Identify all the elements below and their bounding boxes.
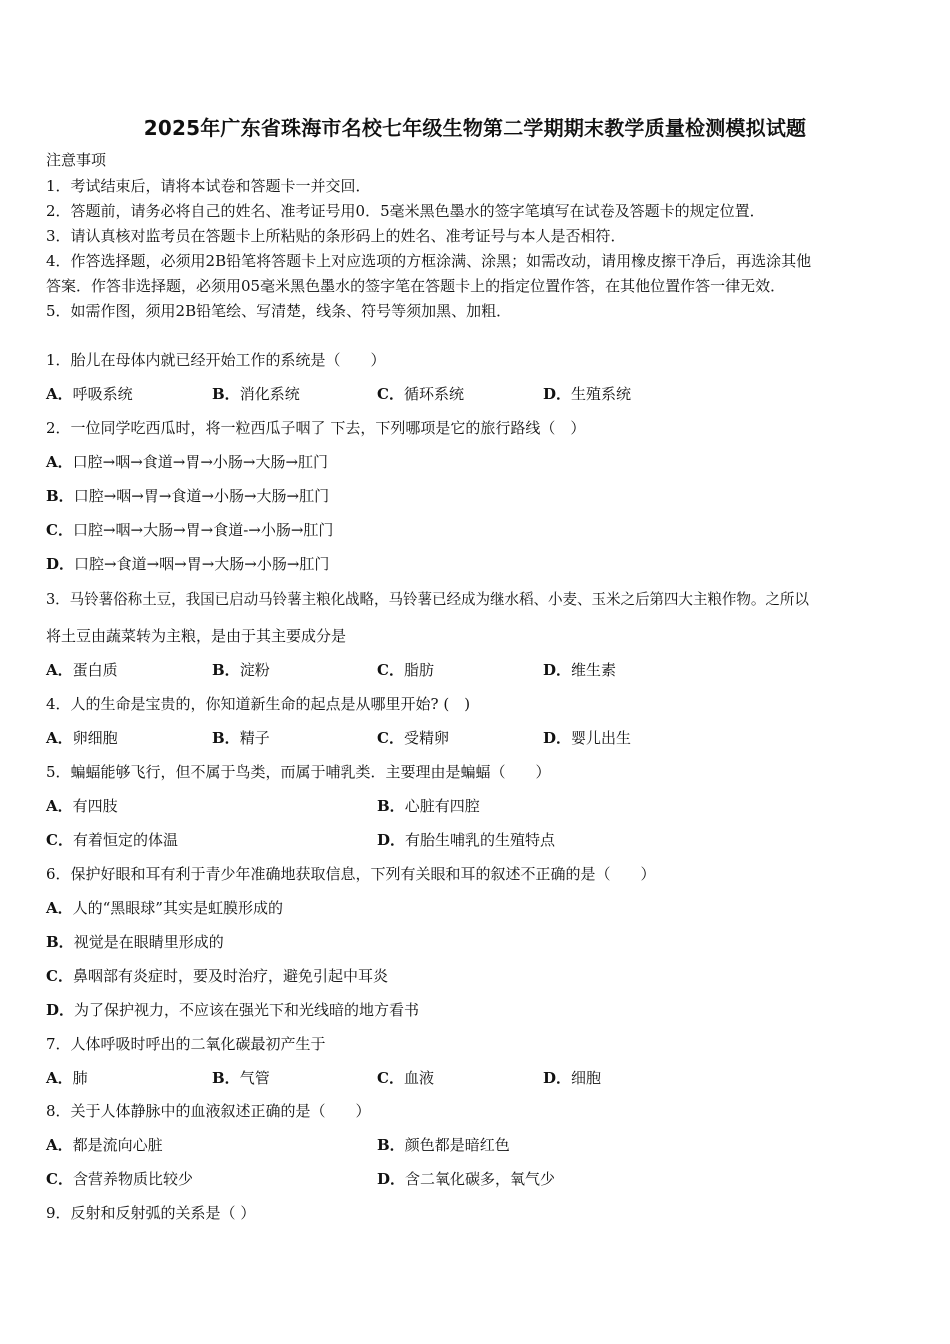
option-text: 细胞	[571, 1069, 602, 1087]
question-stem-7: 7．人体呼吸时呼出的二氧化碳最初产生于	[46, 1035, 326, 1053]
question-stem-3-cont: 将土豆由蔬菜转为主粮，是由于其主要成分是	[46, 627, 347, 645]
option-text: 消化系统	[239, 385, 300, 403]
option-letter: B．	[46, 487, 74, 505]
question-stem-9: 9．反射和反射弧的关系是（ ）	[46, 1204, 256, 1222]
question-stem-8: 8．关于人体静脉中的血液叙述正确的是（ ）	[46, 1102, 371, 1120]
option-a	[46, 1068, 88, 1088]
option-text: 呼吸系统	[72, 385, 133, 403]
question-stem-5: 5．蝙蝠能够飞行，但不属于鸟类，而属于哺乳类．主要理由是蝙蝠（ ）	[46, 763, 551, 781]
option-b	[377, 796, 480, 816]
question-stem-1: 1．胎儿在母体内就已经开始工作的系统是（ ）	[46, 351, 386, 369]
option-letter: D．	[543, 661, 572, 679]
option-letter: C．	[377, 385, 404, 403]
option-letter: D．	[377, 1170, 406, 1188]
notice-item: 答案．作答非选择题，必须用05毫米黑色墨水的签字笔在答题卡上的指定位置作答，在其他位置作答一律无效．	[46, 277, 786, 295]
option-b	[46, 932, 224, 952]
option-text: 淀粉	[239, 661, 270, 679]
option-c	[46, 830, 178, 850]
option-d	[46, 554, 329, 574]
option-letter: A．	[46, 453, 73, 471]
option-text: 脂肪	[403, 661, 434, 679]
notice-heading: 注意事项	[46, 151, 107, 169]
option-letter: A．	[46, 385, 73, 403]
option-b	[212, 728, 270, 748]
option-text: 有着恒定的体温	[72, 831, 178, 849]
option-text: 视觉是在眼睛里形成的	[73, 933, 224, 951]
option-letter: B．	[212, 1069, 240, 1087]
option-letter: D．	[377, 831, 406, 849]
option-c	[377, 660, 434, 680]
option-letter: A．	[46, 1136, 73, 1154]
option-a	[46, 796, 118, 816]
option-d	[377, 1169, 555, 1189]
option-a	[46, 1135, 163, 1155]
option-text: 口腔→咽→胃→食道→小肠→大肠→肛门	[73, 487, 330, 505]
option-d	[46, 1000, 419, 1020]
option-b	[46, 486, 329, 506]
option-text: 循环系统	[403, 385, 464, 403]
option-letter: D．	[46, 1001, 75, 1019]
option-c	[377, 1068, 434, 1088]
option-text: 有四肢	[72, 797, 118, 815]
question-stem-4: 4．人的生命是宝贵的，你知道新生命的起点是从哪里开始? ( )	[46, 695, 471, 713]
option-letter: B．	[46, 933, 74, 951]
option-letter: C．	[377, 729, 404, 747]
option-d	[377, 830, 555, 850]
option-text: 含营养物质比较少	[72, 1170, 193, 1188]
option-c	[377, 384, 464, 404]
option-text: 肺	[72, 1069, 88, 1087]
option-letter: B．	[212, 385, 240, 403]
option-text: 气管	[239, 1069, 270, 1087]
option-letter: D．	[543, 1069, 572, 1087]
notice-item: 5．如需作图，须用2B铅笔绘、写清楚，线条、符号等须加黑、加粗．	[46, 302, 512, 320]
option-text: 卵细胞	[72, 729, 118, 747]
option-text: 有胎生哺乳的生殖特点	[405, 831, 556, 849]
option-text: 口腔→咽→大肠→胃→食道-→小肠→肛门	[72, 521, 334, 539]
option-b	[212, 660, 270, 680]
option-d	[543, 728, 631, 748]
option-letter: C．	[46, 521, 73, 539]
option-text: 都是流向心脏	[72, 1136, 163, 1154]
option-a	[46, 660, 118, 680]
option-text: 维生素	[571, 661, 617, 679]
option-letter: B．	[212, 729, 240, 747]
option-b	[377, 1135, 510, 1155]
notice-item: 4．作答选择题，必须用2B铅笔将答题卡上对应选项的方框涂满、涂黑；如需改动，请用橡皮擦干净后，再选涂其他	[46, 252, 812, 270]
option-text: 口腔→食道→咽→胃→大肠→小肠→肛门	[74, 555, 330, 573]
option-text: 精子	[239, 729, 270, 747]
option-c	[46, 966, 388, 986]
page-title: 2025年广东省珠海市名校七年级生物第二学期期末教学质量检测模拟试题	[143, 116, 807, 140]
option-letter: C．	[377, 661, 404, 679]
option-letter: B．	[377, 1136, 405, 1154]
option-letter: A．	[46, 899, 73, 917]
option-text: 婴儿出生	[571, 729, 632, 747]
option-text: 颜色都是暗红色	[404, 1136, 510, 1154]
option-a	[46, 728, 118, 748]
option-letter: A．	[46, 1069, 73, 1087]
option-text: 血液	[403, 1069, 434, 1087]
option-letter: A．	[46, 729, 73, 747]
option-text: 人的“黑眼球”其实是虹膜形成的	[72, 899, 283, 917]
option-d	[543, 660, 616, 680]
option-text: 生殖系统	[571, 385, 632, 403]
notice-item: 1．考试结束后，请将本试卷和答题卡一并交回．	[46, 177, 371, 195]
notice-item: 2．答题前，请务必将自己的姓名、准考证号用0．5毫米黑色墨水的签字笔填写在试卷及答题卡的规定位置．	[46, 202, 765, 220]
notice-item: 3．请认真核对监考员在答题卡上所粘贴的条形码上的姓名、准考证号与本人是否相符．	[46, 227, 626, 245]
option-letter: B．	[377, 797, 405, 815]
option-c	[46, 520, 333, 540]
option-text: 口腔→咽→食道→胃→小肠→大肠→肛门	[72, 453, 329, 471]
question-stem-6: 6．保护好眼和耳有利于青少年准确地获取信息，下列有关眼和耳的叙述不正确的是（ ）	[46, 865, 656, 883]
option-letter: C．	[46, 967, 73, 985]
option-text: 蛋白质	[72, 661, 118, 679]
option-text: 鼻咽部有炎症时，要及时治疗，避免引起中耳炎	[72, 967, 388, 985]
option-text: 受精卵	[403, 729, 449, 747]
question-stem-3: 3．马铃薯俗称土豆，我国已启动马铃薯主粮化战略，马铃薯已经成为继水稻、小麦、玉米之后第四大主粮作物。之所以	[46, 591, 809, 608]
option-letter: D．	[543, 729, 572, 747]
option-letter: A．	[46, 661, 73, 679]
option-text: 心脏有四腔	[404, 797, 480, 815]
option-d	[543, 1068, 601, 1088]
option-d	[543, 384, 631, 404]
option-letter: B．	[212, 661, 240, 679]
option-text: 为了保护视力，不应该在强光下和光线暗的地方看书	[74, 1001, 420, 1019]
option-letter: C．	[46, 1170, 73, 1188]
option-b	[212, 384, 300, 404]
option-letter: D．	[543, 385, 572, 403]
option-c	[377, 728, 449, 748]
option-a	[46, 898, 283, 918]
option-letter: A．	[46, 797, 73, 815]
question-stem-2: 2．一位同学吃西瓜时，将一粒西瓜子咽了 下去，下列哪项是它的旅行路线（ ）	[46, 419, 586, 437]
option-text: 含二氧化碳多，氧气少	[405, 1170, 556, 1188]
option-c	[46, 1169, 193, 1189]
option-letter: C．	[46, 831, 73, 849]
option-a	[46, 452, 328, 472]
option-letter: D．	[46, 555, 75, 573]
option-letter: C．	[377, 1069, 404, 1087]
option-a	[46, 384, 133, 404]
option-b	[212, 1068, 270, 1088]
